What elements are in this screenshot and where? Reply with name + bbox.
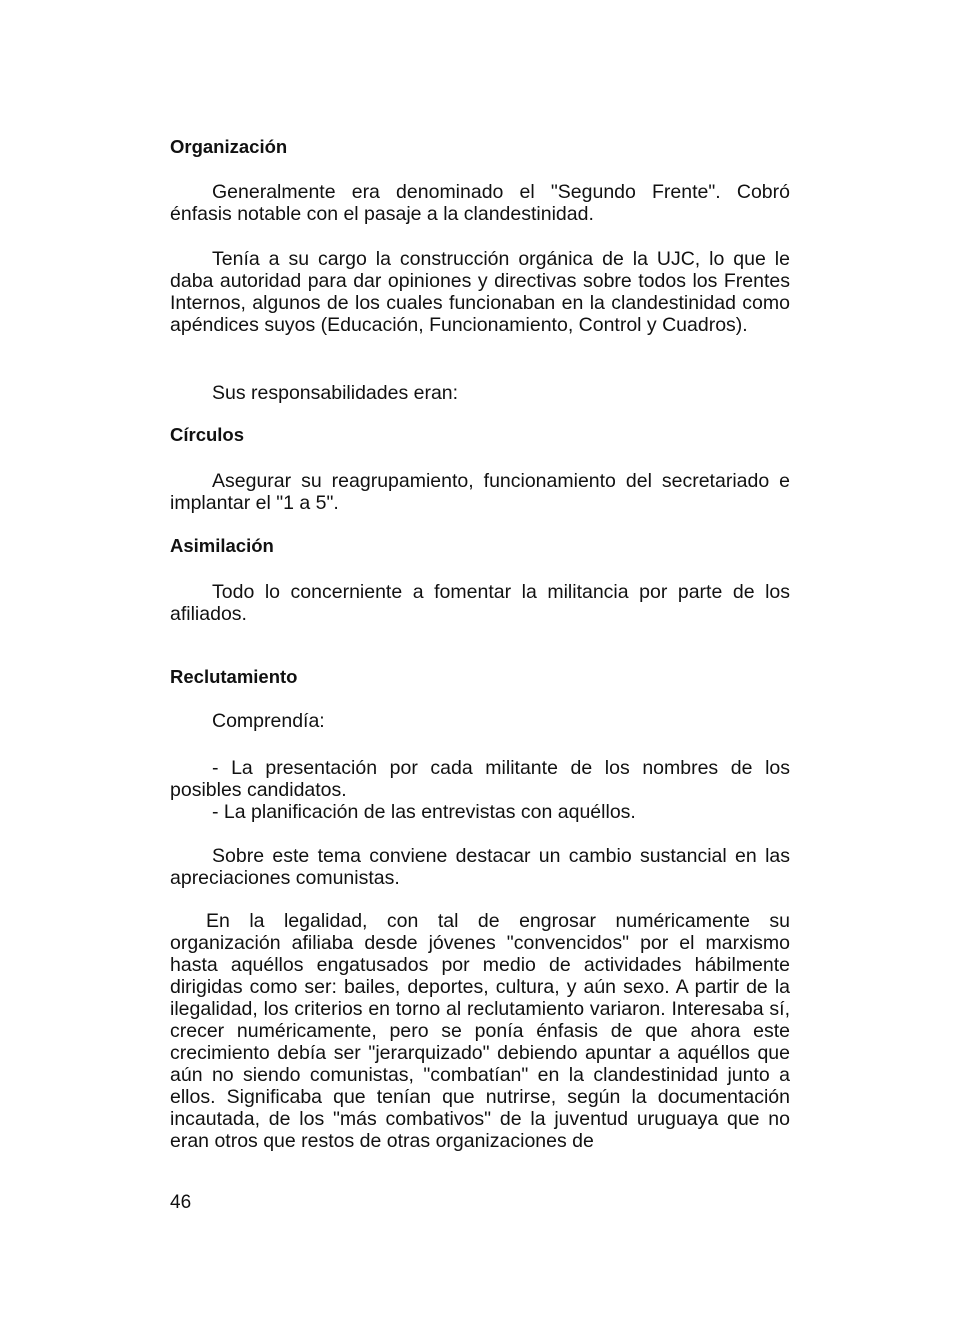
heading-asimilacion: Asimilación: [170, 535, 274, 556]
paragraph-reclutamiento-1: Sobre este tema conviene destacar un cambio sustancial en las apreciaciones comunistas.: [170, 845, 790, 889]
heading-circulos: Círculos: [170, 424, 245, 445]
paragraph-circulos-1: Asegurar su reagrupamiento, funcionamiento del secretariado e implantar el "1 a 5".: [170, 470, 790, 514]
paragraph-reclutamiento-2: En la legalidad, con tal de engrosar numéricamente su organización afiliaba desde jóvenes "convencidos" por el marxismo hasta aquéllos engatusados por medio de actividades hábilmente dirigidas como ser: bailes, deportes, cultura, y aún sexo. A partir de la ilegalidad, los criterios en torno al reclutamiento variaron. Interesaba sí, crecer numéricamente, pero se ponía énfasis de que ahora este crecimiento debía ser "jerarquizado" debiendo apuntar a aquéllos que aún no siendo comunistas, "combatían" en la clandestinidad junto a ellos. Significaba que tenían que nutrirse, según la documentación incautada, de los "más combativos" de la juventud uruguaya que no eran otros que restos de otras organizaciones de: [170, 910, 790, 1152]
paragraph-organizacion-3: Sus responsabilidades eran:: [212, 382, 459, 404]
paragraph-organizacion-2: Tenía a su cargo la construcción orgánica de la UJC, lo que le daba autoridad para dar opiniones y directivas sobre todos los Frentes Internos, algunos de los cuales funcionaban en la clandestinidad como apéndices suyos (Educación, Funcionamiento, Control y Cuadros).: [170, 248, 790, 336]
list-item: - La presentación por cada militante de los nombres de los posibles candidatos.: [170, 757, 790, 801]
heading-reclutamiento: Reclutamiento: [170, 666, 298, 687]
reclutamiento-list: [170, 757, 790, 823]
paragraph-organizacion-1: Generalmente era denominado el "Segundo Frente". Cobró énfasis notable con el pasaje a la clandestinidad.: [170, 181, 790, 225]
page-number: 46: [170, 1192, 192, 1213]
heading-organizacion: Organización: [170, 136, 288, 157]
list-item: - La planificación de las entrevistas con aquéllos.: [212, 801, 636, 823]
paragraph-reclutamiento-intro: Comprendía:: [212, 710, 325, 732]
paragraph-asimilacion-1: Todo lo concerniente a fomentar la militancia por parte de los afiliados.: [170, 581, 790, 625]
